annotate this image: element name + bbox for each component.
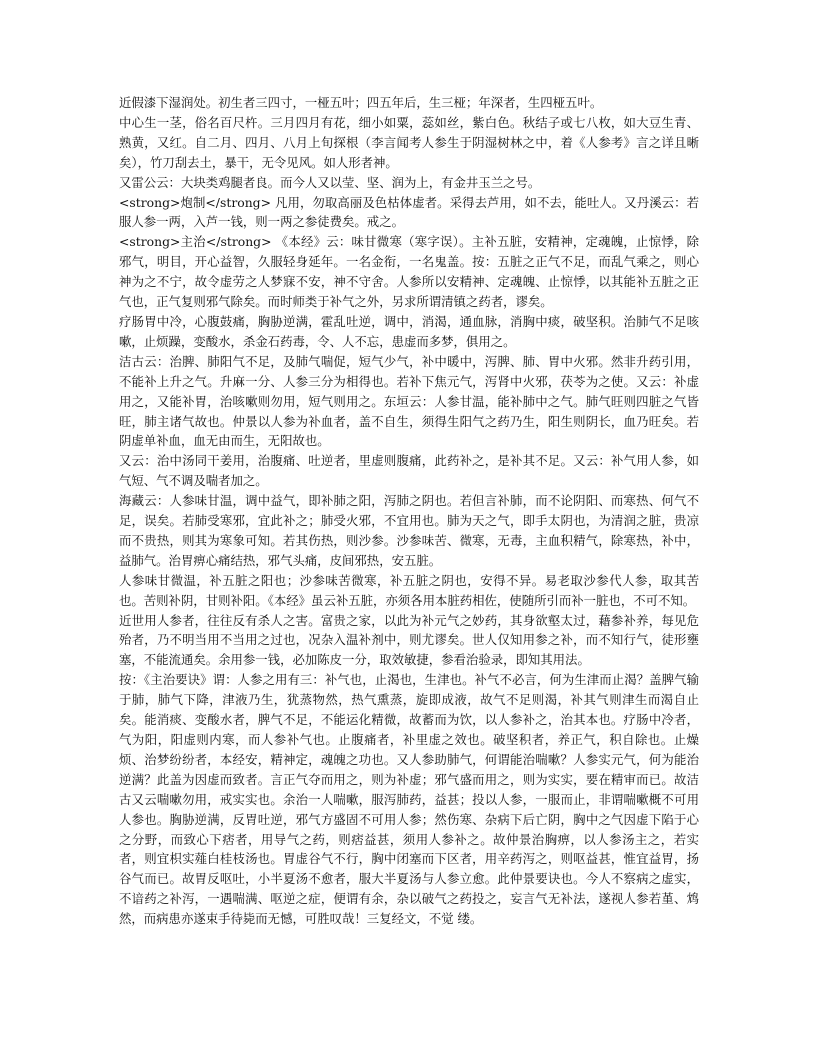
paragraph: 疗肠胃中冷，心腹鼓痛，胸胁逆满，霍乱吐逆，调中，消渴，通血脉，消胸中痰，破坚积。治肺气不足咳嗽，止烦躁，变酸水，杀金石药毒，令、人不忘，患虚而多梦，俱用之。 xyxy=(119,313,699,349)
paragraph: 近世用人参者，往往反有杀人之害。富贵之家，以此为补元气之妙药，其身欲壑太过，藉参补养，每见危殆者，乃不明当用不当用之过也，况杂入温补剂中，则尤谬矣。世人仅知用参之补，而不知行气，徒形壅塞，不能流通矣。余用参一钱，必加陈皮一分，取效敏捷，参看治验录，即知其用法。 xyxy=(119,612,699,668)
paragraph: 中心生一茎，俗名百尺杵。三月四月有花，细小如粟，蕊如丝，紫白色。秋结子或七八枚，如大豆生青、熟黄，又红。自二月、四月、八月上旬探根（李言闻考人参生于阴湿树林之中，着《人参考》言之详且晰矣），竹刀刮去土，暴干，无令见风。如人形者神。 xyxy=(119,114,699,170)
paragraph: 人参味甘微温，补五脏之阳也；沙参味苦微寒，补五脏之阴也，安得不异。易老取沙参代人参，取其苦也。苦则补阴，甘则补阳。《本经》虽云补五脏，亦须各用本脏药相佐，使随所引而补一脏也，不可不知。 xyxy=(119,572,699,608)
paragraph: 按：《主治要诀》谓：人参之用有三：补气也，止渴也，生津也。补气不必言，何为生津而止渴？盖脾气输于肺，肺气下降，津液乃生，犹蒸物然，热气熏蒸，旋即成液，故气不足则渴，补其气则津生而渴自止矣。能消痰、变酸水者，脾气不足，不能运化精微，故蓄而为饮，以人参补之，治其本也。疗肠中冷者，气为阳，阳虚则内寒，而人参补气也。止腹痛者，补里虚之效也。破坚积者，养正气，积自除也。止燥烦、治梦纷纷者，本经安，精神定，魂魄之功也。又人参助肺气，何谓能治喘嗽？人参实元气，何为能治逆满？此盖为因虚而致者。言正气夺而用之，则为补虚；邪气盛而用之，则为实实，要在精审而已。故洁古又云喘嗽勿用，戒实实也。余治一人喘嗽，服泻肺药，益甚；投以人参，一服而止，非谓喘嗽概不可用人参也。胸胁逆满，反胃吐逆，邪气方盛固不可用人参；然伤寒、杂病下后亡阴，胸中之气因虚下陷于心之分野，而致心下痞者，用导气之药，则痞益甚，须用人参补之。故仲景治胸痹，以人参汤主之，若实者，则宜枳实薤白桂枝汤也。胃虚谷气不行，胸中闭塞而下区者，用辛药泻之，则呕益甚，惟宜益胃，扬谷气而已。故胃反呕吐，小半夏汤不愈者，服大半夏汤与人参立愈。此仲景要诀也。今人不察病之虚实，不谙药之补泻，一遇喘满、呕逆之症，便谓有余，杂以破气之药投之，妄言气无补法，遂视人参若堇、鸩然，而病患亦遂束手待毙而无憾，可胜叹哉！三复经文，不觉 缕。 xyxy=(119,672,699,927)
paragraph: <strong>主治</strong> 《本经》云：味甘微寒（寒字误）。主补五脏，安精神，定魂魄，止惊悸，除邪气，明目，开心益智，久服轻身延年。一名金衔，一名鬼盖。按：五脏之正气不足，而乱气乘之，则心神为之不宁，故令虚劳之人梦寐不安，神不守舍。人参所以安精神、定魂魄、止惊悸，以其能补五脏之正气也，正气复则邪气除矣。而时师类于补气之外，另求所谓清镇之药者，谬矣。 xyxy=(119,234,699,310)
paragraph: 又雷公云：大块类鸡腿者良。而今人又以莹、坚、润为上，有金井玉兰之号。 xyxy=(119,174,541,190)
paragraph: <strong>炮制</strong> 凡用，勿取高丽及色枯体虚者。采得去芦用，如不去，能吐人。又丹溪云：若服人参一两，入芦一钱，则一两之参徒费矣。戒之。 xyxy=(119,194,699,230)
paragraph: 又云：治中汤同干姜用，治腹痛、吐逆者，里虚则腹痛，此药补之，是补其不足。又云：补气用人参，如气短、气不调及喘者加之。 xyxy=(119,453,699,489)
paragraph: 洁古云：治脾、肺阳气不足，及肺气喘促，短气少气，补中暖中，泻脾、肺、胃中火邪。然非升药引用，不能补上升之气。升麻一分、人参三分为相得也。若补下焦元气，泻肾中火邪，茯苓为之使。又云：补虚用之，又能补胃，治咳嗽则勿用，短气则用之。东垣云：人参甘温，能补肺中之气。肺气旺则四脏之气皆旺，肺主诸气故也。仲景以人参为补血者，盖不自生，须得生阳气之药乃生，阳生则阴长，血乃旺矣。若阴虚单补血，血无由而生，无阳故也。 xyxy=(119,353,699,449)
paragraph: 近假漆下湿润处。初生者三四寸，一桠五叶；四五年后，生三桠；年深者，生四桠五叶。 xyxy=(119,95,603,110)
document-body xyxy=(119,93,699,929)
paragraph: 海藏云：人参味甘温，调中益气，即补肺之阳，泻肺之阴也。若但言补肺，而不论阴阳、而寒热、何气不足，误矣。若肺受寒邪，宜此补之；肺受火邪，不宜用也。肺为天之气，即手太阴也，为清润之脏，贵凉而不贵热，则其为寒象可知。若其伤热，则沙参。沙参味苦、微寒，无毒，主血积精气，除寒热，补中，益肺气。治胃痹心痛结热，邪气头痛，皮间邪热，安五脏。 xyxy=(119,493,699,568)
